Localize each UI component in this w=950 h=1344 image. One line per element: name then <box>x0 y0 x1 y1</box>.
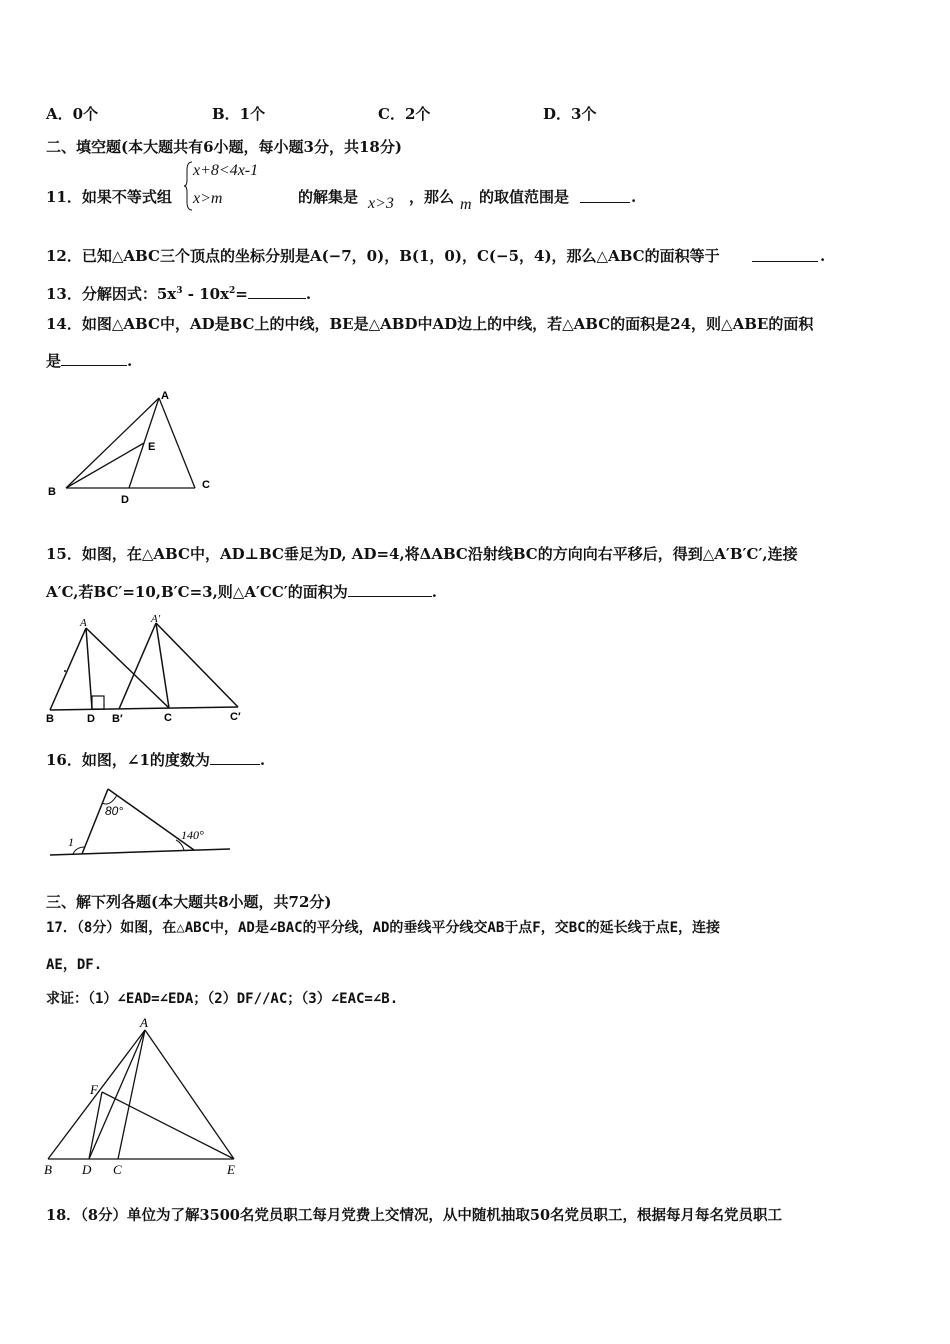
q15-figure <box>44 610 249 730</box>
q16-figure <box>48 783 233 863</box>
q14-period: . <box>127 352 133 370</box>
q14-line1: 14．如图△ABC中，AD是BC上的中线，BE是△ABD中AD边上的中线，若△ABC的面积是24，则△ABE的面积 <box>46 315 814 333</box>
option-c: C．2个 <box>378 105 431 123</box>
q14-line2-text: 是 <box>46 352 62 370</box>
q17-label-b: B <box>44 1162 52 1177</box>
q15-segment-ab <box>50 628 86 710</box>
q16-baseline <box>50 849 230 855</box>
section-heading-solve: 三、解下列各题(本大题共8小题，共72分) <box>46 893 332 911</box>
q17-label-d: D <box>82 1162 92 1177</box>
option-a: A．0个 <box>46 105 99 123</box>
q11-period: . <box>631 188 637 206</box>
q16-period: . <box>259 751 266 769</box>
q11-mid2: ，那么 <box>409 188 455 206</box>
q17-line2: AE，DF. <box>46 957 103 973</box>
q13-sup2: 2 <box>229 286 236 296</box>
q15-period: . <box>431 583 438 601</box>
q15-label-c: C <box>164 712 172 724</box>
q14-figure <box>44 385 224 510</box>
q15-line2 <box>46 582 437 602</box>
q17-segment-ae <box>145 1030 234 1159</box>
q13-period: . <box>305 285 312 303</box>
q11-solution: x>3 <box>368 195 394 212</box>
q16-label-80: 80° <box>105 804 124 818</box>
q15-line2-text: A′C,若BC′=10,B′C=3,则△A′CC′的面积为 <box>46 583 348 601</box>
q11-inequality-1: x+8<4x-1 <box>193 162 259 179</box>
q17-label-c: C <box>113 1162 122 1177</box>
q11-var-m: m <box>460 196 472 213</box>
q12-period: . <box>820 247 826 265</box>
q14-segment-ac <box>159 398 195 488</box>
q15-right-angle-mark <box>92 696 104 709</box>
q16-label-140: 140° <box>181 828 204 842</box>
q11-suffix: 的取值范围是 <box>479 188 570 206</box>
q16-answer-blank[interactable] <box>210 750 260 765</box>
option-d: D．3个 <box>543 105 597 123</box>
q15-baseline <box>50 707 238 710</box>
q17-line3: 求证：（1）∠EAD=∠EDA；（2）DF//AC；（3）∠EAC=∠B. <box>46 991 399 1007</box>
q17-line1: 17．（8分）如图，在△ABC中，AD是∠BAC的平分线，AD的垂线平分线交AB于点F，交BC的延长线于点E，连接 <box>46 920 721 936</box>
q13-mid: - 10x <box>182 285 230 303</box>
q11-answer-blank[interactable] <box>580 188 630 203</box>
q12-text: 12．已知△ABC三个顶点的坐标分别是A(−7，0)，B(1，0)，C(−5，4)，那么△ABC的面积等于 <box>46 247 720 265</box>
q15-segment-a2c <box>156 623 169 708</box>
q15-segment-ad <box>86 628 92 709</box>
q17-label-a: A <box>140 1015 148 1030</box>
q14-label-a: A <box>161 390 169 402</box>
q11-prefix: 11．如果不等式组 <box>46 188 172 206</box>
q14-label-c: C <box>202 479 210 491</box>
q15-label-c2: C′ <box>230 711 241 723</box>
question-18: 18．（8分）单位为了解3500名党员职工每月党费上交情况，从中随机抽取50名党员职工，根据每月每名党员职工 <box>46 1207 783 1224</box>
q14-label-d: D <box>121 494 129 506</box>
q17-label-e: E <box>227 1162 235 1177</box>
q15-label-a: A <box>80 617 87 629</box>
q13-suffix: = <box>235 285 248 303</box>
q15-label-b2: B′ <box>112 713 123 725</box>
q16-text: 16．如图，∠1的度数为 <box>46 751 210 769</box>
q13-prefix: 13．分解因式：5x <box>46 285 177 303</box>
q16-left-side <box>82 789 108 854</box>
q15-dot <box>64 670 66 672</box>
q16-text-line <box>46 750 265 770</box>
q17-segment-ac <box>118 1030 145 1159</box>
q15-label-d: D <box>87 713 95 725</box>
q17-figure <box>42 1015 247 1180</box>
q15-answer-blank[interactable] <box>348 582 432 597</box>
q15-label-a2: A′ <box>151 613 161 625</box>
q12-answer-blank[interactable] <box>752 247 818 262</box>
q14-label-b: B <box>48 486 56 498</box>
q15-line1: 15．如图，在△ABC中，AD⊥BC垂足为D, AD=4,将ΔABC沿射线BC的方向向右平移后，得到△A′B′C′,连接 <box>46 545 798 563</box>
question-13 <box>46 281 311 304</box>
q15-label-b: B <box>46 713 54 725</box>
q11-mid: 的解集是 <box>298 188 359 206</box>
q14-line2 <box>46 351 132 371</box>
q17-segment-fe <box>102 1092 234 1159</box>
q13-answer-blank[interactable] <box>248 284 306 299</box>
q13-sup1: 3 <box>176 286 183 296</box>
q14-segment-ba <box>66 398 159 488</box>
q11-inequality-2: x>m <box>193 190 223 207</box>
q14-label-e: E <box>148 441 156 453</box>
q17-label-f: F <box>90 1082 98 1097</box>
option-b: B．1个 <box>212 105 266 123</box>
q14-answer-blank[interactable] <box>61 351 127 366</box>
section-heading-fill-in: 二、填空题(本大题共有6小题，每小题3分，共18分) <box>46 138 402 156</box>
q16-label-1: 1 <box>68 835 74 849</box>
q15-segment-a2c2 <box>156 623 238 707</box>
